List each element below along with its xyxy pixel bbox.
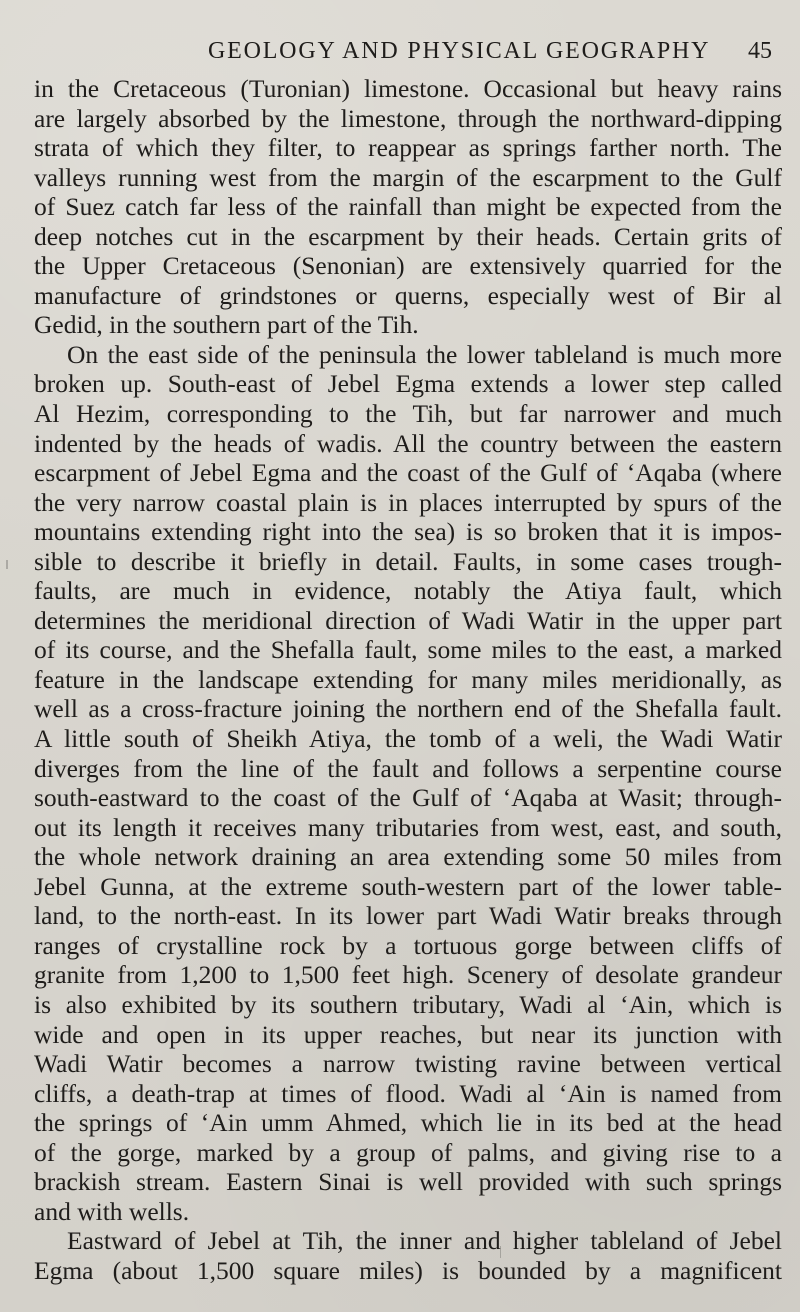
text-line: and with wells.: [34, 1196, 190, 1226]
text-line: escarpment of Jebel Egma and the coast of the Gulf of ‘Aqaba (where: [34, 458, 782, 488]
text-line: faults, are much in evidence, notably the Atiya fault, which: [34, 576, 782, 606]
text-line: land, to the north-east. In its lower part Wadi Watir breaks through: [34, 901, 782, 931]
text-line: south-eastward to the coast of the Gulf of ‘Aqaba at Wasit; through-: [34, 783, 782, 813]
text-line: strata of which they filter, to reappear as springs farther north. The: [34, 133, 782, 163]
text-line: the very narrow coastal plain is in places interrupted by spurs of the: [34, 487, 782, 517]
body-text: [34, 74, 782, 1285]
text-line: is also exhibited by its southern tributary, Wadi al ‘Ain, which is: [34, 989, 782, 1019]
text-line: of the gorge, marked by a group of palms, and giving rise to a: [34, 1137, 782, 1167]
text-line: of its course, and the Shefalla fault, some miles to the east, a marked: [34, 635, 782, 665]
text-line: valleys running west from the margin of the escarpment to the Gulf: [34, 162, 782, 192]
text-line: indented by the heads of wadis. All the country between the eastern: [34, 428, 782, 458]
paragraph-start-line: Eastward of Jebel at Tih, the inner and higher tableland of Jebel: [67, 1226, 782, 1256]
text-line: A little south of Sheikh Atiya, the tomb of a weli, the Wadi Watir: [34, 724, 782, 754]
text-line: determines the meridional direction of Wadi Watir in the upper part: [34, 605, 782, 635]
text-line: wide and open in its upper reaches, but near its junction with: [34, 1019, 782, 1049]
text-line: Al Hezim, corresponding to the Tih, but far narrower and much: [34, 399, 782, 429]
page-speck: [6, 560, 8, 569]
text-line: the springs of ‘Ain umm Ahmed, which lie in its bed at the head: [34, 1108, 782, 1138]
page-number: 45: [748, 38, 772, 64]
text-line: manufacture of grindstones or querns, especially west of Bir al: [34, 280, 782, 310]
text-line: broken up. South-east of Jebel Egma extends a lower step called: [34, 369, 782, 399]
text-line: in the Cretaceous (Turonian) limestone. Occasional but heavy rains: [34, 74, 782, 103]
text-line: diverges from the line of the fault and follows a serpentine course: [34, 753, 782, 783]
text-line: Jebel Gunna, at the extreme south-western part of the lower table-: [34, 871, 782, 901]
text-line: brackish stream. Eastern Sinai is well provided with such springs: [34, 1167, 782, 1197]
page-speck: [500, 1246, 501, 1258]
text-line: granite from 1,200 to 1,500 feet high. Scenery of desolate grandeur: [34, 960, 782, 990]
text-line: Wadi Watir becomes a narrow twisting ravine between vertical: [34, 1049, 782, 1079]
text-line: sible to describe it briefly in detail. Faults, in some cases trough-: [34, 546, 782, 576]
text-line: well as a cross-fracture joining the northern end of the Shefalla fault.: [34, 694, 782, 724]
text-line: are largely absorbed by the limestone, through the northward-dipping: [34, 103, 782, 133]
text-line: Egma (about 1,500 square miles) is bounded by a magnificent: [34, 1255, 782, 1285]
text-line: Gedid, in the southern part of the Tih.: [34, 310, 419, 340]
text-line: deep notches cut in the escarpment by their heads. Certain grits of: [34, 221, 782, 251]
text-line: cliffs, a death-trap at times of flood. Wadi al ‘Ain is named from: [34, 1078, 782, 1108]
page-header: [208, 34, 772, 68]
running-head: GEOLOGY AND PHYSICAL GEOGRAPHY: [208, 38, 711, 64]
text-line: the whole network draining an area extending some 50 miles from: [34, 842, 782, 872]
text-line: ranges of crystalline rock by a tortuous gorge between cliffs of: [34, 930, 782, 960]
paragraph-start-line: On the east side of the peninsula the lower tableland is much more: [67, 339, 782, 369]
text-line: mountains extending right into the sea) is so broken that it is impos-: [34, 517, 782, 547]
text-line: of Suez catch far less of the rainfall than might be expected from the: [34, 192, 782, 222]
text-line: feature in the landscape extending for many miles meridionally, as: [34, 664, 782, 694]
text-line: out its length it receives many tributaries from west, east, and south,: [34, 812, 782, 842]
text-line: the Upper Cretaceous (Senonian) are extensively quarried for the: [34, 251, 782, 281]
